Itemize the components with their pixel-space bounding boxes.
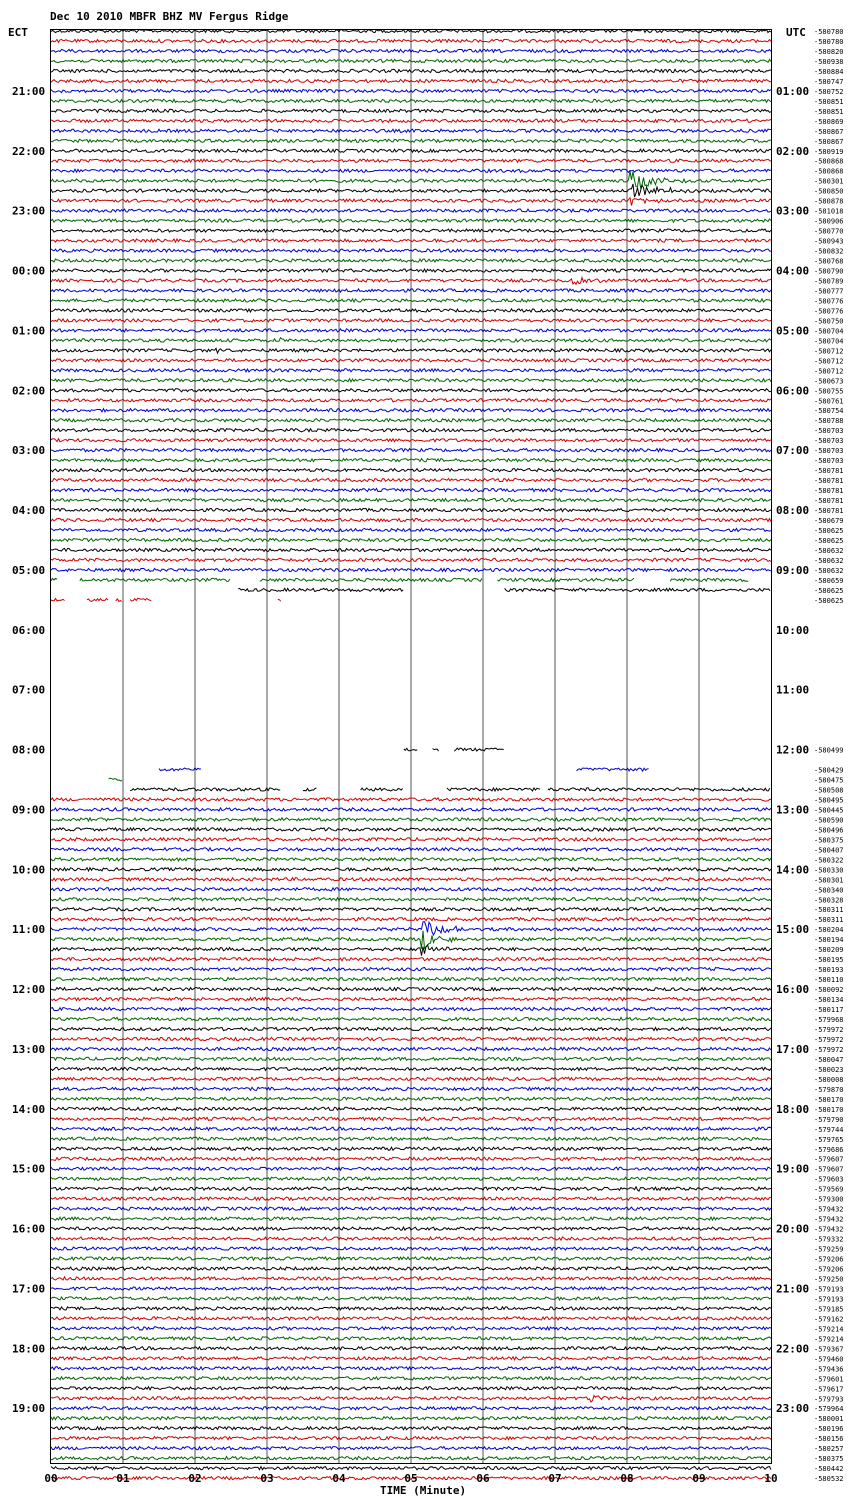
right-hour-label: 07:00 bbox=[776, 444, 810, 458]
row-value-label: -580776 bbox=[814, 297, 844, 306]
row-value-label: -580023 bbox=[814, 1065, 844, 1074]
row-value-label: -580781 bbox=[814, 507, 844, 516]
left-hour-label: 01:00 bbox=[12, 324, 46, 338]
right-hour-label: 21:00 bbox=[776, 1282, 810, 1296]
row-value-label: -580703 bbox=[814, 447, 844, 456]
row-value-label: -579193 bbox=[814, 1295, 844, 1304]
trace-row-57-seg-4 bbox=[278, 599, 281, 601]
row-value-label: -580770 bbox=[814, 227, 844, 236]
right-hour-label: 15:00 bbox=[776, 923, 810, 937]
right-hour-label: 22:00 bbox=[776, 1342, 810, 1356]
right-hour-label: 02:00 bbox=[776, 144, 810, 158]
left-hour-label: 07:00 bbox=[12, 683, 46, 697]
row-value-label: -579569 bbox=[814, 1185, 844, 1194]
row-value-label: -580867 bbox=[814, 137, 844, 146]
row-value-label: -579744 bbox=[814, 1125, 844, 1134]
row-value-label: -579432 bbox=[814, 1205, 844, 1214]
row-value-label: -580008 bbox=[814, 1075, 844, 1084]
right-hour-label: 18:00 bbox=[776, 1102, 810, 1116]
right-hour-label: 10:00 bbox=[776, 623, 810, 637]
row-value-label: -580429 bbox=[814, 766, 844, 775]
row-value-label: -580590 bbox=[814, 816, 844, 825]
row-value-label: -580867 bbox=[814, 127, 844, 136]
x-tick-label: 07 bbox=[548, 1472, 562, 1485]
row-value-label: -580001 bbox=[814, 1415, 844, 1424]
row-value-label: -580868 bbox=[814, 167, 844, 176]
row-value-label: -580781 bbox=[814, 487, 844, 496]
row-value-label: -580508 bbox=[814, 786, 844, 795]
row-value-label: -580679 bbox=[814, 517, 844, 526]
x-tick-label: 04 bbox=[332, 1472, 346, 1485]
row-value-label: -580625 bbox=[814, 596, 844, 605]
row-value-label: -579206 bbox=[814, 1265, 844, 1274]
row-value-label: -580869 bbox=[814, 117, 844, 126]
trace-row-57-seg-0 bbox=[51, 599, 65, 601]
row-value-label: -580820 bbox=[814, 47, 844, 56]
left-hour-label: 21:00 bbox=[12, 84, 46, 98]
row-value-label: -580868 bbox=[814, 157, 844, 166]
row-value-label: -580659 bbox=[814, 576, 844, 585]
row-value-label: -580777 bbox=[814, 287, 844, 296]
row-value-label: -580712 bbox=[814, 347, 844, 356]
row-value-label: -580495 bbox=[814, 796, 844, 805]
x-tick-label: 09 bbox=[692, 1472, 706, 1485]
row-value-label: -580850 bbox=[814, 187, 844, 196]
trace-row-55-seg-3 bbox=[497, 578, 634, 581]
row-value-label: -580442 bbox=[814, 1465, 844, 1474]
row-value-label: -580712 bbox=[814, 367, 844, 376]
trace-row-76-seg-3 bbox=[447, 788, 540, 791]
row-value-label: -579185 bbox=[814, 1305, 844, 1314]
row-value-label: -580781 bbox=[814, 467, 844, 476]
row-value-label: -580704 bbox=[814, 327, 844, 336]
chart-title: Dec 10 2010 MBFR BHZ MV Fergus Ridge bbox=[50, 10, 289, 23]
left-hour-label: 19:00 bbox=[12, 1402, 46, 1416]
row-value-label: -580704 bbox=[814, 337, 844, 346]
row-value-label: -580851 bbox=[814, 97, 844, 106]
row-value-label: -579367 bbox=[814, 1345, 844, 1354]
row-value-label: -580780 bbox=[814, 37, 844, 46]
row-value-label: -580195 bbox=[814, 956, 844, 965]
left-hour-label: 16:00 bbox=[12, 1222, 46, 1236]
row-value-label: -580789 bbox=[814, 277, 844, 286]
row-value-label: -580156 bbox=[814, 1435, 844, 1444]
row-value-label: -579214 bbox=[814, 1325, 844, 1334]
row-value-label: -579300 bbox=[814, 1195, 844, 1204]
left-hour-label: 04:00 bbox=[12, 504, 46, 518]
row-value-label: -580703 bbox=[814, 437, 844, 446]
row-value-label: -580328 bbox=[814, 896, 844, 905]
left-hour-label: 09:00 bbox=[12, 803, 46, 817]
row-value-label: -580204 bbox=[814, 926, 844, 935]
row-value-label: -579972 bbox=[814, 1045, 844, 1054]
row-value-label: -579607 bbox=[814, 1165, 844, 1174]
row-value-label: -580851 bbox=[814, 107, 844, 116]
trace-row-57-seg-2 bbox=[116, 599, 122, 602]
row-value-label: -580761 bbox=[814, 397, 844, 406]
x-tick-label: 02 bbox=[188, 1472, 202, 1485]
row-value-label: -580375 bbox=[814, 1455, 844, 1464]
row-value-label: -580625 bbox=[814, 527, 844, 535]
row-value-label: -580499 bbox=[814, 746, 844, 755]
row-value-label: -581018 bbox=[814, 207, 844, 216]
trace-row-55-seg-4 bbox=[670, 578, 748, 581]
row-value-label: -580943 bbox=[814, 237, 844, 246]
right-hour-label: 13:00 bbox=[776, 803, 810, 817]
right-hour-label: 09:00 bbox=[776, 563, 810, 577]
row-value-label: -580092 bbox=[814, 986, 844, 995]
row-value-label: -580884 bbox=[814, 67, 844, 76]
row-value-label: -579790 bbox=[814, 1115, 844, 1124]
row-value-label: -580496 bbox=[814, 826, 844, 835]
right-hour-label: 16:00 bbox=[776, 983, 810, 997]
left-hour-label: 14:00 bbox=[12, 1102, 46, 1116]
trace-row-76-seg-4 bbox=[548, 788, 770, 791]
left-hour-label: 13:00 bbox=[12, 1042, 46, 1056]
x-tick-label: 05 bbox=[404, 1472, 418, 1485]
trace-row-76-seg-2 bbox=[361, 788, 403, 791]
row-value-label: -580047 bbox=[814, 1055, 844, 1064]
trace-row-72-seg-2 bbox=[454, 748, 504, 751]
row-value-label: -580194 bbox=[814, 936, 844, 945]
row-value-label: -580340 bbox=[814, 886, 844, 895]
trace-row-76-seg-0 bbox=[130, 788, 280, 791]
row-value-label: -580712 bbox=[814, 357, 844, 366]
trace-row-56-seg-1 bbox=[505, 588, 770, 591]
x-tick-label: 01 bbox=[116, 1472, 130, 1485]
right-hour-label: 04:00 bbox=[776, 264, 810, 278]
right-hour-labels bbox=[776, 85, 809, 1415]
row-value-label: -580781 bbox=[814, 497, 844, 506]
trace-row-55-seg-0 bbox=[51, 578, 57, 580]
trace-row-144 bbox=[51, 1467, 771, 1470]
row-value-label: -580301 bbox=[814, 876, 844, 885]
x-tick-label: 10 bbox=[764, 1472, 778, 1485]
right-hour-label: 08:00 bbox=[776, 504, 810, 518]
row-value-label: -580632 bbox=[814, 566, 844, 575]
left-hour-label: 05:00 bbox=[12, 563, 46, 577]
row-value-label: -579607 bbox=[814, 1155, 844, 1164]
trace-row-57-seg-1 bbox=[87, 599, 108, 602]
row-value-label: -579972 bbox=[814, 1035, 844, 1044]
row-value-label: -580193 bbox=[814, 966, 844, 975]
left-hour-label: 12:00 bbox=[12, 983, 46, 997]
left-hour-label: 10:00 bbox=[12, 863, 46, 877]
row-value-label: -580170 bbox=[814, 1105, 844, 1114]
row-value-label: -579870 bbox=[814, 1085, 844, 1094]
row-value-label: -580780 bbox=[814, 28, 844, 36]
row-value-label: -580301 bbox=[814, 177, 844, 186]
row-value-label: -580754 bbox=[814, 407, 844, 416]
row-value-label: -580170 bbox=[814, 1095, 844, 1104]
right-hour-label: 11:00 bbox=[776, 683, 810, 697]
row-value-label: -580532 bbox=[814, 1475, 844, 1484]
row-value-label: -580322 bbox=[814, 856, 844, 865]
left-hour-label: 02:00 bbox=[12, 384, 46, 398]
row-value-label: -580768 bbox=[814, 257, 844, 266]
row-value-label: -580906 bbox=[814, 217, 844, 226]
right-hour-label: 03:00 bbox=[776, 204, 810, 218]
row-value-label: -580209 bbox=[814, 946, 844, 955]
x-axis-label: TIME (Minute) bbox=[380, 1484, 467, 1497]
right-hour-label: 14:00 bbox=[776, 863, 810, 877]
row-value-label: -580938 bbox=[814, 57, 844, 66]
x-tick-label: 06 bbox=[476, 1472, 490, 1485]
left-axis-label: ECT bbox=[8, 26, 28, 39]
trace-row-55-seg-2 bbox=[260, 578, 482, 581]
row-value-label: -579460 bbox=[814, 1355, 844, 1364]
right-hour-label: 23:00 bbox=[776, 1402, 810, 1416]
right-hour-label: 01:00 bbox=[776, 84, 810, 98]
row-value-label: -580747 bbox=[814, 77, 844, 86]
trace-row-72-seg-1 bbox=[433, 749, 439, 752]
left-hour-label: 22:00 bbox=[12, 144, 46, 158]
row-value-label: -579436 bbox=[814, 1365, 844, 1374]
left-hour-label: 11:00 bbox=[12, 923, 46, 937]
right-hour-label: 05:00 bbox=[776, 324, 810, 338]
row-value-label: -580475 bbox=[814, 776, 844, 785]
row-value-label: -579432 bbox=[814, 1215, 844, 1224]
row-value-label: -579968 bbox=[814, 1016, 844, 1025]
right-hour-label: 19:00 bbox=[776, 1162, 810, 1176]
row-value-label: -580832 bbox=[814, 247, 844, 256]
row-value-label: -579193 bbox=[814, 1285, 844, 1294]
row-value-label: -580134 bbox=[814, 996, 844, 1005]
trace-row-75 bbox=[109, 778, 123, 781]
row-value-label: -580407 bbox=[814, 846, 844, 855]
row-value-label: -579162 bbox=[814, 1315, 844, 1324]
row-value-label: -580919 bbox=[814, 147, 844, 156]
row-value-label: -579214 bbox=[814, 1335, 844, 1344]
row-value-label: -579765 bbox=[814, 1135, 844, 1144]
row-value-label: -580330 bbox=[814, 866, 844, 875]
trace-row-55-seg-1 bbox=[80, 578, 230, 581]
row-value-labels bbox=[814, 28, 844, 1483]
row-value-label: -579972 bbox=[814, 1026, 844, 1034]
row-value-label: -580788 bbox=[814, 417, 844, 426]
row-value-label: -579603 bbox=[814, 1175, 844, 1184]
trace-row-76-seg-1 bbox=[303, 788, 317, 791]
row-value-label: -580117 bbox=[814, 1006, 844, 1015]
row-value-label: -580750 bbox=[814, 317, 844, 326]
x-tick-label: 08 bbox=[620, 1472, 634, 1485]
row-value-label: -579964 bbox=[814, 1405, 844, 1414]
row-value-label: -580703 bbox=[814, 427, 844, 436]
row-value-label: -580375 bbox=[814, 836, 844, 845]
row-value-label: -580781 bbox=[814, 477, 844, 486]
left-hour-label: 00:00 bbox=[12, 264, 46, 278]
row-value-label: -580703 bbox=[814, 457, 844, 466]
left-hour-label: 23:00 bbox=[12, 204, 46, 218]
row-value-label: -580257 bbox=[814, 1445, 844, 1454]
row-value-label: -580632 bbox=[814, 556, 844, 565]
row-value-label: -580673 bbox=[814, 377, 844, 386]
right-axis-label: UTC bbox=[786, 26, 806, 39]
left-hour-label: 08:00 bbox=[12, 743, 46, 757]
row-value-label: -579601 bbox=[814, 1375, 844, 1384]
left-hour-label: 15:00 bbox=[12, 1162, 46, 1176]
row-value-label: -580755 bbox=[814, 387, 844, 396]
right-hour-label: 20:00 bbox=[776, 1222, 810, 1236]
row-value-label: -579259 bbox=[814, 1245, 844, 1254]
row-value-label: -580625 bbox=[814, 586, 844, 595]
row-value-label: -580625 bbox=[814, 536, 844, 545]
row-value-label: -579432 bbox=[814, 1225, 844, 1234]
row-value-label: -579793 bbox=[814, 1395, 844, 1404]
left-hour-labels bbox=[12, 85, 45, 1415]
x-tick-label: 03 bbox=[260, 1472, 274, 1485]
left-hour-label: 06:00 bbox=[12, 623, 46, 637]
row-value-label: -580445 bbox=[814, 806, 844, 815]
row-value-label: -579617 bbox=[814, 1385, 844, 1394]
row-value-label: -579250 bbox=[814, 1275, 844, 1284]
right-hour-label: 17:00 bbox=[776, 1042, 810, 1056]
trace-row-56-seg-0 bbox=[238, 588, 403, 591]
row-value-label: -580752 bbox=[814, 87, 844, 96]
row-value-label: -580196 bbox=[814, 1425, 844, 1434]
right-hour-label: 06:00 bbox=[776, 384, 810, 398]
row-value-label: -580632 bbox=[814, 546, 844, 555]
row-value-label: -580311 bbox=[814, 906, 844, 915]
row-value-label: -580878 bbox=[814, 197, 844, 206]
trace-row-74-seg-1 bbox=[577, 768, 649, 771]
trace-row-57-seg-3 bbox=[130, 598, 151, 601]
left-hour-label: 18:00 bbox=[12, 1342, 46, 1356]
row-value-label: -580790 bbox=[814, 267, 844, 276]
left-hour-label: 03:00 bbox=[12, 444, 46, 458]
right-hour-label: 12:00 bbox=[776, 743, 810, 757]
row-value-label: -579332 bbox=[814, 1235, 844, 1244]
x-tick-label: 00 bbox=[44, 1472, 58, 1485]
row-value-label: -580776 bbox=[814, 307, 844, 316]
left-hour-label: 17:00 bbox=[12, 1282, 46, 1296]
row-value-label: -580110 bbox=[814, 976, 844, 985]
row-value-label: -580311 bbox=[814, 916, 844, 925]
row-value-label: -579686 bbox=[814, 1145, 844, 1154]
row-value-label: -579206 bbox=[814, 1255, 844, 1264]
